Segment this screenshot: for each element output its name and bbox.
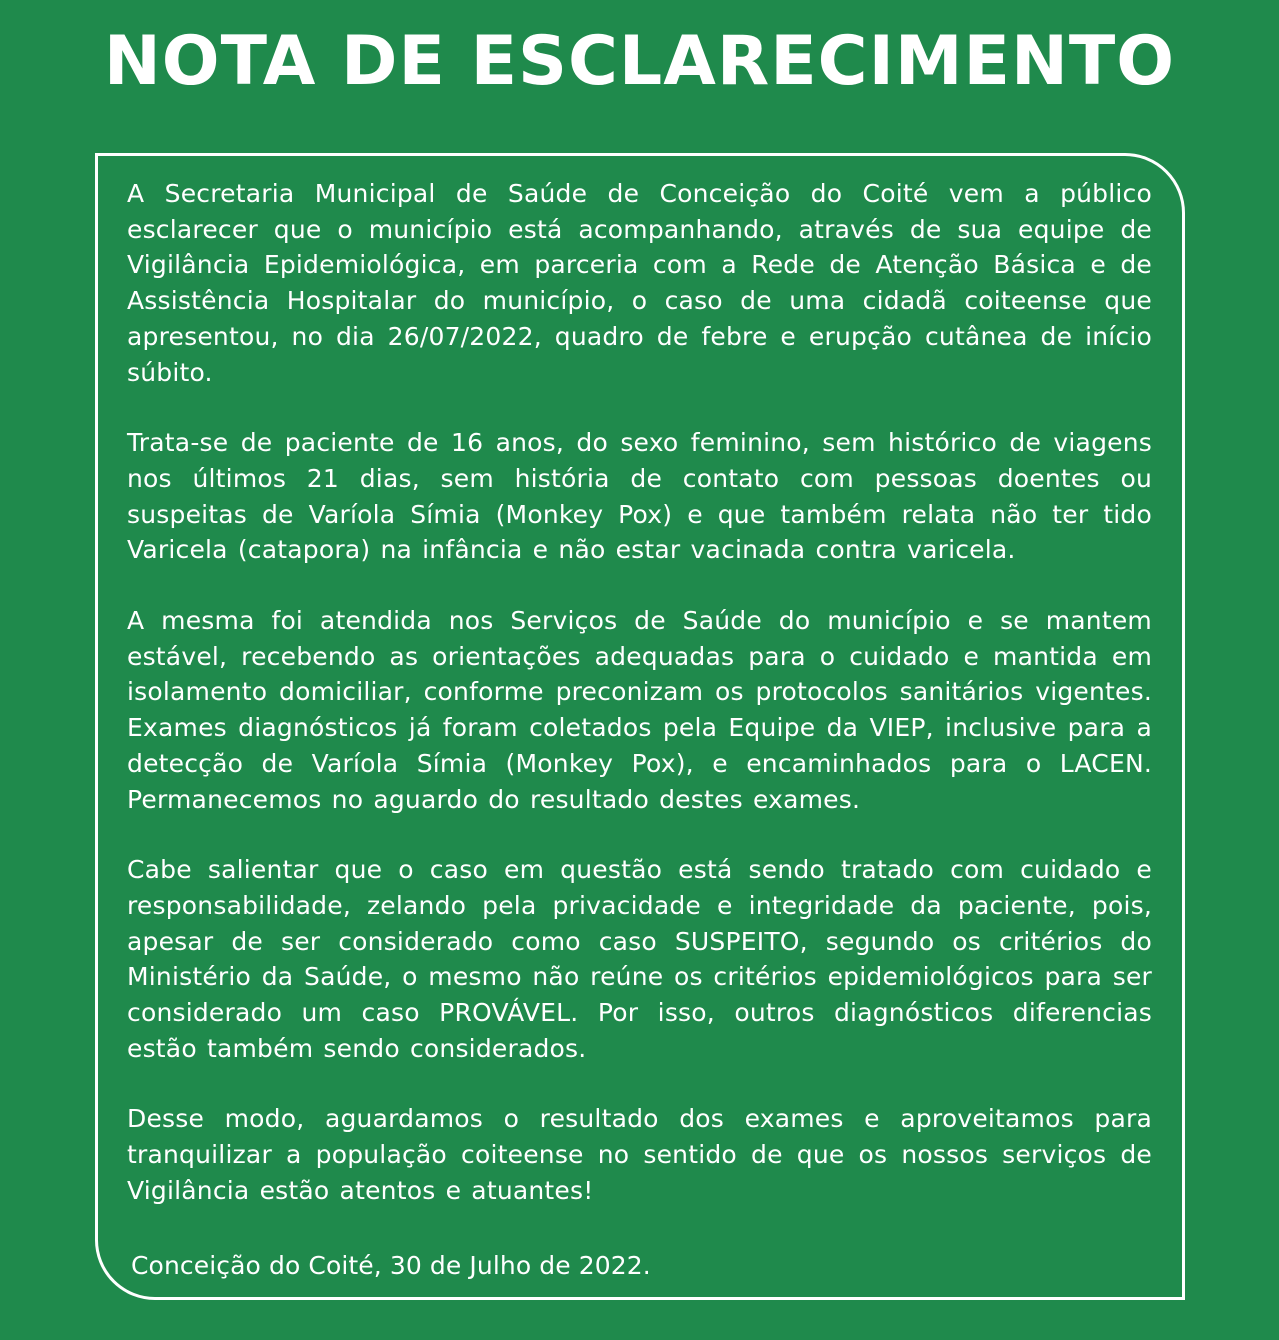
paragraph-intro: A Secretaria Municipal de Saúde de Conceição do Coité vem a público esclarecer que o município está acompanhando, através de sua equipe de Vigilância Epidemiológica, em parceria com a Rede de Atenção Básica e de Assistência Hospitalar do município, o caso de uma cidadã coiteense que apresentou, no dia 26/07/2022, quadro de febre e erupção cutânea de início súbito. bbox=[127, 179, 1152, 387]
paragraph-case-status: Cabe salientar que o caso em questão está sendo tratado com cuidado e responsabilidade, zelando pela privacidade e integridade da paciente, pois, apesar de ser considerado como caso SUSPEITO, segundo os critérios do Ministério da Saúde, o mesmo não reúne os critérios epidemiológicos para ser considerado um caso PROVÁVEL. Por isso, outros diagnósticos diferencias estão também sendo considerados. bbox=[127, 855, 1152, 1063]
notice-body bbox=[127, 176, 1152, 1244]
paragraph-care-and-exams: A mesma foi atendida nos Serviços de Saúde do município e se mantem estável, recebendo as orientações adequadas para o cuidado e mantida em isolamento domiciliar, conforme preconizam os protocolos sanitários vigentes. Exames diagnósticos já foram coletados pela Equipe da VIEP, inclusive para a detecção de Varíola Símia (Monkey Pox), e encaminhados para o LACEN. Permanecemos no aguardo do resultado destes exames. bbox=[127, 606, 1152, 814]
date-signature: Conceição do Coité, 30 de Julho de 2022. bbox=[131, 1251, 651, 1280]
page-title: NOTA DE ESCLARECIMENTO bbox=[103, 22, 1176, 101]
paragraph-patient-profile: Trata-se de paciente de 16 anos, do sexo feminino, sem histórico de viagens nos últimos 21 dias, sem história de contato com pessoas doentes ou suspeitas de Varíola Símia (Monkey Pox) e que também relata não ter tido Varicela (catapora) na infância e não estar vacinada contra varicela. bbox=[127, 428, 1152, 565]
paragraph-closing: Desse modo, aguardamos o resultado dos exames e aproveitamos para tranquilizar a população coiteense no sentido de que os nossos serviços de Vigilância estão atentos e atuantes! bbox=[127, 1104, 1152, 1205]
